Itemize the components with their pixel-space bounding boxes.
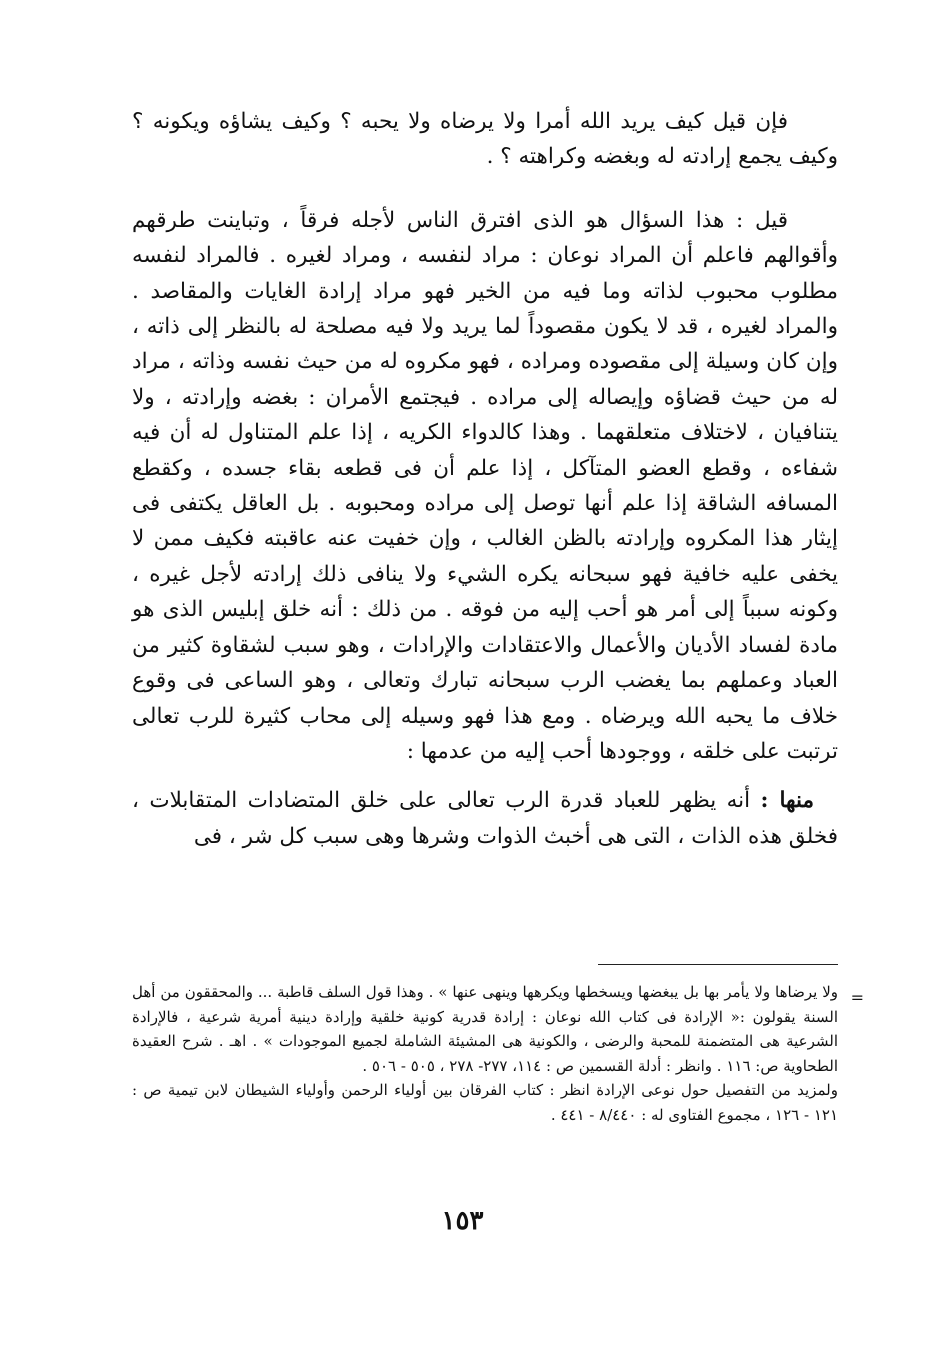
page-number: ١٥٣ xyxy=(441,1206,484,1236)
footnote-block xyxy=(132,980,864,1078)
footnotes xyxy=(132,980,864,1128)
first-point-lead: منها : xyxy=(760,788,814,814)
first-point-text: أنه يظهر للعباد قدرة الرب تعالى على خلق المتضادات المتقابلات ، فخلق هذه الذات ، التى هى أخبث الذوات وشرها وهى سبب كل شر ، فى xyxy=(132,788,838,849)
first-point-paragraph xyxy=(132,783,838,854)
question-paragraph: فإن قيل كيف يريد الله أمرا ولا يرضاه ولا يحبه ؟ وكيف يشاؤه ويكونه ؟ وكيف يجمع إرادته له وبغضه وكراهته ؟ . xyxy=(132,109,838,170)
footnote-divider xyxy=(598,964,838,965)
answer-paragraph: قيل : هذا السؤال هو الذى افترق الناس لأجله فرقاً ، وتباينت طرقهم وأقوالهم فاعلم أن المراد نوعان : مراد لنفسه ، ومراد لغيره . فالمراد لنفسه مطلوب محبوب لذاته وما فيه من الخير فهو مراد إرادة الغايات والمقاصد . والمراد لغيره ، قد لا يكون مقصوداً لما يريد ولا فيه مصلحة له بالنظر إلى ذاته ، وإن كان وسيلة إلى مقصوده ومراده ، فهو مكروه له من حيث نفسه وذاته ، مراد له من حيث قضاؤه وإيصاله إلى مراده . فيجتمع الأمران : بغضه وإرادته ، ولا يتنافيان ، لاختلاف متعلقهما . وهذا كالدواء الكريه ، إذا علم المتناول له أن فيه شفاءه ، وقطع العضو المتآكل ، إذا علم أن فى قطعه بقاء جسده ، وكقطع المسافه الشاقة إذا علم أنها توصل إلى مراده ومحبوبه . بل العاقل يكتفى فى إيثار هذا المكروه وإرادته بالظن الغالب ، وإن خفيت عنه عاقبته فكيف ممن لا يخفى عليه خافية فهو سبحانه يكره الشيء ولا ينافى ذلك إرادته لأجل غيره ، وكونه سبباً إلى أمر هو أحب إليه من فوقه . من ذلك : أنه خلق إبليس الذى هو مادة لفساد الأديان والأعمال والاعتقادات والإرادات ، وهو سبب لشقاوة كثير من العباد وعملهم بما يغضب الرب سبحانه تبارك وتعالى ، وهو الساعى فى وقوع خلاف ما يحبه الله ويرضاه . ومع هذا فهو وسيله إلى محاب كثيرة للرب تعالى ترتبت على خلقه ، ووجودها أحب إليه من عدمها : xyxy=(132,207,839,764)
footnote-1: ولا يرضاها ولا يأمر بها بل يبغضها ويسخطها ويكرهها وينهى عنها » . وهذا قول السلف قاطبة ... والمحققون من أهل السنة يقولون :« الإرادة فى كتاب الله نوعان : إرادة قدرية كونية خلقية وإرادة دينية أمرية شرعية ، فالإرادة الشرعية هى المتضمنة للمحبة والرضى ، والكونية هى المشيئة الشاملة لجميع الموجودات » . اهـ . شرح العقيدة الطحاوية ص: ١١٦ . وانظر : أدلة القسمين ص : ١١٤، ٢٧٧- ٢٧٨ ، ٥٠٥ - ٥٠٦ . xyxy=(132,983,838,1075)
footnote-continuation-marker: = xyxy=(850,988,864,1007)
main-text xyxy=(132,104,838,854)
footnote-2: ولمزيد من التفصيل حول نوعى الإرادة انظر : كتاب الفرقان بين أولياء الرحمن وأولياء الشيطان لابن تيمية ص : ١٢١ - ١٢٦ ، مجموع الفتاوى له : ٨/٤٤٠ - ٤٤١ . xyxy=(132,1081,838,1124)
